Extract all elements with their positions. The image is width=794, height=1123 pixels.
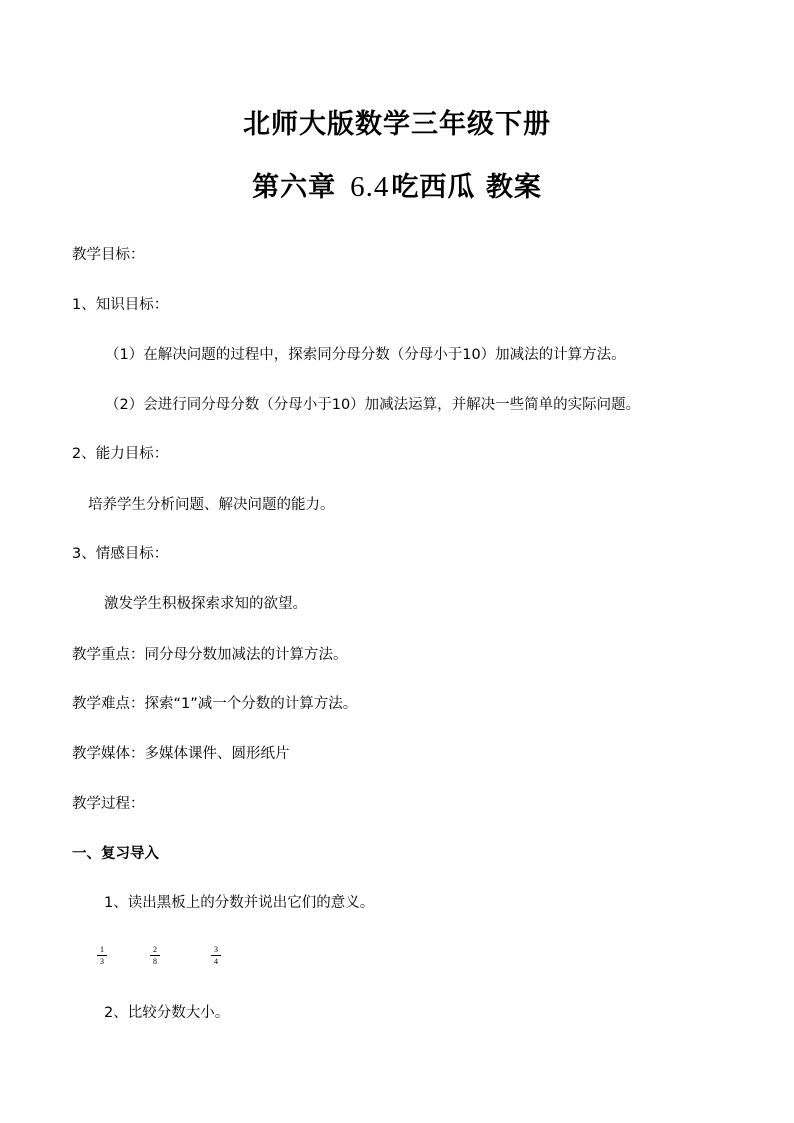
ability-item: 培养学生分析问题、解决问题的能力。 xyxy=(88,497,335,513)
fraction-one-third xyxy=(97,945,107,966)
difficult-point: 教学难点：探索“1”减一个分数的计算方法。 xyxy=(72,696,358,712)
teaching-media: 教学媒体：多媒体课件、圆形纸片 xyxy=(72,746,290,762)
fraction-numerator: 2 xyxy=(153,945,157,954)
document-title: 北师大版数学三年级下册 xyxy=(243,109,551,140)
step-read-fractions: 1、读出黑板上的分数并说出它们的意义。 xyxy=(104,895,375,911)
fraction-denominator: 4 xyxy=(214,957,218,966)
subtitle-suffix: 吃西瓜 教案 xyxy=(391,172,542,203)
goals-heading: 教学目标： xyxy=(72,247,145,263)
section-heading-review: 一、复习导入 xyxy=(72,846,159,862)
knowledge-goal: 1、知识目标： xyxy=(72,297,169,313)
fraction-two-eighths xyxy=(150,945,160,966)
subtitle-prefix: 第六章 xyxy=(252,172,337,203)
emotion-goal: 3、情感目标： xyxy=(72,546,169,562)
knowledge-item-2: （2）会进行同分母分数（分母小于10）加减法运算，并解决一些简单的实际问题。 xyxy=(105,397,641,413)
emotion-item: 激发学生积极探索求知的欲望。 xyxy=(104,596,307,612)
fraction-three-fourths xyxy=(211,945,221,966)
fraction-bar xyxy=(97,955,107,956)
teaching-process: 教学过程： xyxy=(72,796,145,812)
step-compare-fractions: 2、比较分数大小。 xyxy=(104,1005,230,1021)
fraction-numerator: 3 xyxy=(214,945,218,954)
subtitle-number: 6.4 xyxy=(350,171,390,203)
knowledge-item-1: （1）在解决问题的过程中，探索同分母分数（分母小于10）加减法的计算方法。 xyxy=(105,347,626,363)
key-point: 教学重点：同分母分数加减法的计算方法。 xyxy=(72,647,348,663)
document-subtitle xyxy=(0,170,794,205)
ability-goal: 2、能力目标： xyxy=(72,446,169,462)
fraction-numerator: 1 xyxy=(100,945,104,954)
fraction-denominator: 8 xyxy=(153,957,157,966)
fraction-denominator: 3 xyxy=(100,957,104,966)
fraction-bar xyxy=(150,955,160,956)
fraction-bar xyxy=(211,955,221,956)
